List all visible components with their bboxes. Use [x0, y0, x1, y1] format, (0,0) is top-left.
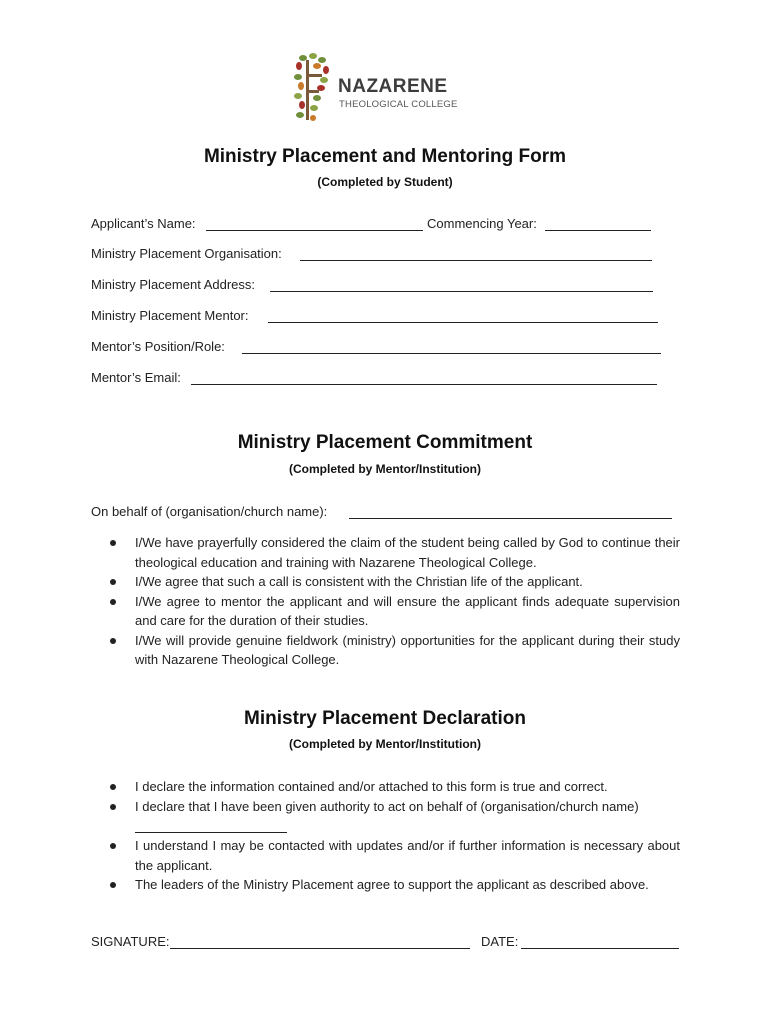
commitment-title: Ministry Placement Commitment	[237, 432, 533, 453]
commitment-subtitle: (Completed by Mentor/Institution)	[289, 462, 481, 476]
list-item: I understand I may be contacted with updates and/or if further information is necessary about the applicant.	[90, 836, 680, 875]
logo-name: NAZARENE	[338, 76, 448, 97]
logo-subtitle: THEOLOGICAL COLLEGE	[339, 99, 458, 110]
form-subtitle: (Completed by Student)	[317, 175, 453, 189]
organisation-field[interactable]	[300, 260, 652, 261]
form-title: Ministry Placement and Mentoring Form	[203, 146, 567, 167]
organisation-label: Ministry Placement Organisation:	[91, 246, 282, 261]
declaration-list-bottom	[90, 836, 680, 895]
list-item: I declare the information contained and/or attached to this form is true and correct.	[90, 777, 680, 797]
declaration-subtitle: (Completed by Mentor/Institution)	[289, 737, 481, 751]
mentor-label: Ministry Placement Mentor:	[91, 308, 249, 323]
list-item: I/We agree that such a call is consistent with the Christian life of the applicant.	[90, 572, 680, 592]
on-behalf-label: On behalf of (organisation/church name):	[91, 504, 328, 519]
list-item: The leaders of the Ministry Placement agree to support the applicant as described above.	[90, 875, 680, 895]
applicant-name-label: Applicant’s Name:	[91, 216, 196, 231]
list-item: I/We have prayerfully considered the claim of the student being called by God to continue their theological education and training with Nazarene Theological College.	[90, 533, 680, 572]
mentor-email-field[interactable]	[191, 384, 657, 385]
applicant-name-field[interactable]	[206, 230, 423, 231]
address-label: Ministry Placement Address:	[91, 277, 256, 292]
commencing-year-label: Commencing Year:	[427, 216, 537, 231]
list-item: I/We agree to mentor the applicant and will ensure the applicant finds adequate supervision and care for the duration of their studies.	[90, 592, 680, 631]
tree-icon	[293, 50, 337, 126]
signature-label: SIGNATURE:	[91, 934, 170, 949]
college-logo	[293, 50, 468, 126]
mentor-field[interactable]	[268, 322, 658, 323]
address-field[interactable]	[270, 291, 653, 292]
commitment-list	[90, 533, 680, 670]
mentor-role-label: Mentor’s Position/Role:	[91, 339, 225, 354]
mentor-role-field[interactable]	[242, 353, 661, 354]
on-behalf-field[interactable]	[349, 518, 672, 519]
declaration-list-top	[90, 777, 680, 816]
commencing-year-field[interactable]	[545, 230, 651, 231]
signature-field[interactable]	[170, 948, 470, 949]
list-item: I/We will provide genuine fieldwork (ministry) opportunities for the applicant during their study with Nazarene Theological College.	[90, 631, 680, 670]
date-field[interactable]	[521, 948, 679, 949]
mentor-email-label: Mentor’s Email:	[91, 370, 181, 385]
declaration-title: Ministry Placement Declaration	[244, 708, 526, 729]
authority-organisation-field[interactable]	[135, 832, 287, 833]
list-item: I declare that I have been given authority to act on behalf of (organisation/church name)	[90, 797, 680, 817]
date-label: DATE:	[481, 934, 519, 949]
